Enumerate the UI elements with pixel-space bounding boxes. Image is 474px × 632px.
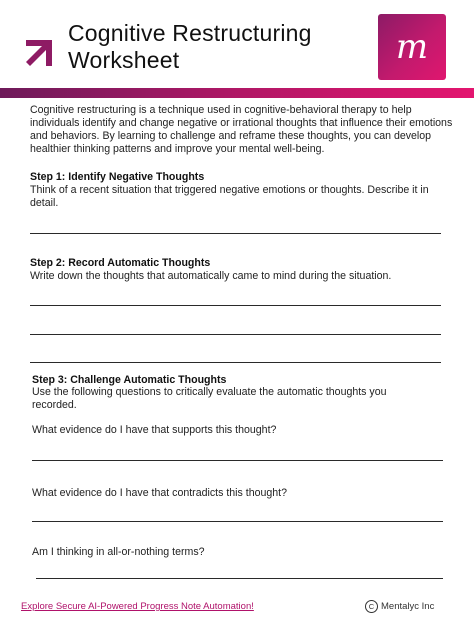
step-2-answer-line-2[interactable] xyxy=(30,334,441,335)
intro-paragraph: Cognitive restructuring is a technique used in cognitive-behavioral therapy to help individuals identify and change negative or irrational thoughts that influence their emotions and behaviors. By learning to challenge and reframe these thoughts, you can develop healthier thinking patterns and improve your mental well-being. xyxy=(30,104,453,155)
title-line-1: Cognitive Restructuring xyxy=(68,20,312,46)
question-2-answer-line[interactable] xyxy=(32,521,443,522)
step-3-title: Step 3: Challenge Automatic Thoughts xyxy=(32,374,227,386)
header-band xyxy=(0,88,474,98)
step-2-title: Step 2: Record Automatic Thoughts xyxy=(30,257,211,269)
footer-brand xyxy=(365,600,434,613)
step-2-answer-line-3[interactable] xyxy=(30,362,441,363)
question-2: What evidence do I have that contradicts this thought? xyxy=(32,487,287,499)
logo-letter: m xyxy=(395,27,429,67)
question-3-answer-line[interactable] xyxy=(36,578,443,579)
copyright-icon: C xyxy=(365,600,378,613)
question-1-answer-line[interactable] xyxy=(32,460,443,461)
step-2-description: Write down the thoughts that automatically came to mind during the situation. xyxy=(30,270,392,282)
arrow-up-right-icon xyxy=(22,30,62,70)
step-1-answer-line[interactable] xyxy=(30,233,441,234)
step-1-description: Think of a recent situation that triggered negative emotions or thoughts. Describe it in detail. xyxy=(30,184,429,209)
step-3-description: Use the following questions to critically evaluate the automatic thoughts you recorded. xyxy=(32,386,387,411)
step-1-title: Step 1: Identify Negative Thoughts xyxy=(30,171,205,183)
header xyxy=(0,0,474,86)
step-2-answer-line-1[interactable] xyxy=(30,305,441,306)
question-1: What evidence do I have that supports this thought? xyxy=(32,424,277,436)
brand-name: Mentalyc Inc xyxy=(381,601,435,612)
page-title xyxy=(68,20,312,74)
title-line-2: Worksheet xyxy=(68,47,180,73)
question-3: Am I thinking in all-or-nothing terms? xyxy=(32,546,205,558)
mentalyc-logo xyxy=(378,14,446,80)
footer-promo-link[interactable]: Explore Secure AI-Powered Progress Note Automation! xyxy=(21,601,254,612)
